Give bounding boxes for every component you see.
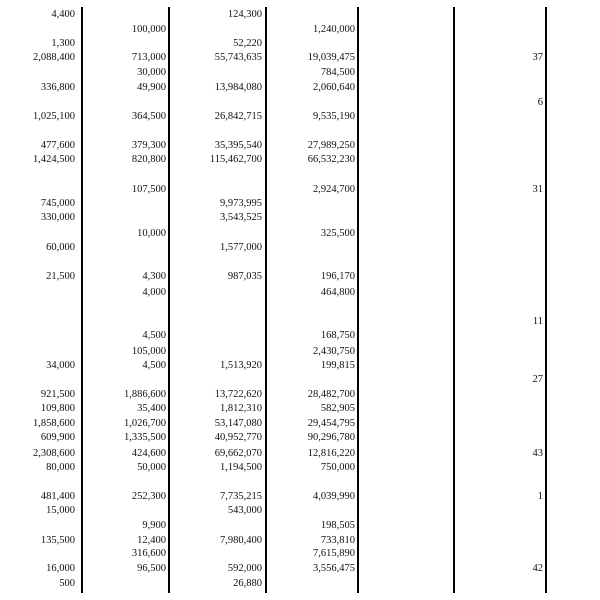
table-cell: 1,194,500 xyxy=(220,462,262,473)
table-cell: 115,462,700 xyxy=(209,154,262,165)
column-rule xyxy=(81,7,83,593)
table-cell: 9,535,190 xyxy=(313,111,355,122)
table-cell: 29,454,795 xyxy=(307,418,355,429)
table-cell: 1,300 xyxy=(51,38,75,49)
table-cell: 4,400 xyxy=(51,9,75,20)
table-cell: 325,500 xyxy=(320,228,355,239)
table-cell: 733,810 xyxy=(320,535,355,546)
table-cell: 96,500 xyxy=(137,563,166,574)
table-cell: 2,308,600 xyxy=(33,448,75,459)
table-cell: 31 xyxy=(532,184,543,195)
table-cell: 198,505 xyxy=(320,520,355,531)
table-cell: 11 xyxy=(532,316,543,327)
column-rule xyxy=(545,7,547,593)
table-cell: 16,000 xyxy=(46,563,75,574)
table-cell: 105,000 xyxy=(131,346,166,357)
table-cell: 21,500 xyxy=(46,271,75,282)
table-cell: 107,500 xyxy=(131,184,166,195)
table-cell: 4,500 xyxy=(142,360,166,371)
table-cell: 60,000 xyxy=(46,242,75,253)
table-cell: 30,000 xyxy=(137,67,166,78)
table-cell: 582,905 xyxy=(320,403,355,414)
table-cell: 42 xyxy=(532,563,543,574)
table-cell: 6 xyxy=(537,97,543,108)
table-cell: 40,952,770 xyxy=(214,432,262,443)
table-cell: 50,000 xyxy=(137,462,166,473)
table-cell: 477,600 xyxy=(40,140,75,151)
table-cell: 1,513,920 xyxy=(220,360,262,371)
table-cell: 66,532,230 xyxy=(307,154,355,165)
table-cell: 49,900 xyxy=(137,82,166,93)
table-cell: 7,735,215 xyxy=(220,491,262,502)
table-cell: 199,815 xyxy=(320,360,355,371)
table-cell: 1,025,100 xyxy=(33,111,75,122)
column-rule xyxy=(453,7,455,593)
table-cell: 424,600 xyxy=(131,448,166,459)
table-cell: 10,000 xyxy=(137,228,166,239)
table-cell: 15,000 xyxy=(46,505,75,516)
table-cell: 543,000 xyxy=(227,505,262,516)
table-cell: 750,000 xyxy=(320,462,355,473)
table-cell: 135,500 xyxy=(40,535,75,546)
table-cell: 3,556,475 xyxy=(313,563,355,574)
table-cell: 26,880 xyxy=(233,578,262,589)
table-cell: 12,816,220 xyxy=(307,448,355,459)
table-cell: 481,400 xyxy=(40,491,75,502)
table-cell: 168,750 xyxy=(320,330,355,341)
table-cell: 987,035 xyxy=(227,271,262,282)
table-cell: 7,980,400 xyxy=(220,535,262,546)
table-cell: 364,500 xyxy=(131,111,166,122)
column-rule xyxy=(357,7,359,593)
table-cell: 1,424,500 xyxy=(33,154,75,165)
table-cell: 2,088,400 xyxy=(33,52,75,63)
table-cell: 1,577,000 xyxy=(220,242,262,253)
table-cell: 609,900 xyxy=(40,432,75,443)
table-cell: 100,000 xyxy=(131,24,166,35)
table-cell: 2,060,640 xyxy=(313,82,355,93)
table-cell: 500 xyxy=(59,578,75,589)
table-cell: 1,240,000 xyxy=(313,24,355,35)
table-cell: 26,842,715 xyxy=(214,111,262,122)
table-cell: 316,600 xyxy=(131,548,166,559)
table-cell: 379,300 xyxy=(131,140,166,151)
table-cell: 464,800 xyxy=(320,287,355,298)
table-cell: 55,743,635 xyxy=(214,52,262,63)
table-cell: 330,000 xyxy=(40,212,75,223)
table-cell: 35,395,540 xyxy=(214,140,262,151)
table-cell: 1,858,600 xyxy=(33,418,75,429)
table-cell: 1,335,500 xyxy=(124,432,166,443)
table-cell: 7,615,890 xyxy=(313,548,355,559)
table-cell: 12,400 xyxy=(137,535,166,546)
table-cell: 13,984,080 xyxy=(214,82,262,93)
column-rule xyxy=(265,7,267,593)
table-cell: 921,500 xyxy=(40,389,75,400)
table-cell: 1,812,310 xyxy=(220,403,262,414)
table-cell: 9,900 xyxy=(142,520,166,531)
table-cell: 4,000 xyxy=(142,287,166,298)
table-cell: 4,039,990 xyxy=(313,491,355,502)
table-cell: 124,300 xyxy=(227,9,262,20)
table-cell: 34,000 xyxy=(46,360,75,371)
table-cell: 27 xyxy=(532,374,543,385)
table-cell: 2,924,700 xyxy=(313,184,355,195)
table-cell: 2,430,750 xyxy=(313,346,355,357)
table-cell: 1,026,700 xyxy=(124,418,166,429)
table-cell: 745,000 xyxy=(40,198,75,209)
column-rule xyxy=(168,7,170,593)
table-cell: 713,000 xyxy=(131,52,166,63)
table-cell: 109,800 xyxy=(40,403,75,414)
table-cell: 43 xyxy=(532,448,543,459)
table-cell: 37 xyxy=(532,52,543,63)
table-cell: 820,800 xyxy=(131,154,166,165)
table-cell: 4,500 xyxy=(142,330,166,341)
table-cell: 69,662,070 xyxy=(214,448,262,459)
table-cell: 27,989,250 xyxy=(307,140,355,151)
table-cell: 592,000 xyxy=(227,563,262,574)
table-cell: 1,886,600 xyxy=(124,389,166,400)
table-cell: 196,170 xyxy=(320,271,355,282)
table-cell: 80,000 xyxy=(46,462,75,473)
table-cell: 13,722,620 xyxy=(214,389,262,400)
table-cell: 28,482,700 xyxy=(307,389,355,400)
table-cell: 336,800 xyxy=(40,82,75,93)
table-cell: 3,543,525 xyxy=(220,212,262,223)
table-cell: 9,973,995 xyxy=(220,198,262,209)
table-cell: 53,147,080 xyxy=(214,418,262,429)
table-cell: 4,300 xyxy=(142,271,166,282)
table-cell: 90,296,780 xyxy=(307,432,355,443)
table-cell: 35,400 xyxy=(137,403,166,414)
table-cell: 52,220 xyxy=(233,38,262,49)
table-cell: 252,300 xyxy=(131,491,166,502)
table-cell: 784,500 xyxy=(320,67,355,78)
table-cell: 19,039,475 xyxy=(307,52,355,63)
table-cell: 1 xyxy=(537,491,543,502)
